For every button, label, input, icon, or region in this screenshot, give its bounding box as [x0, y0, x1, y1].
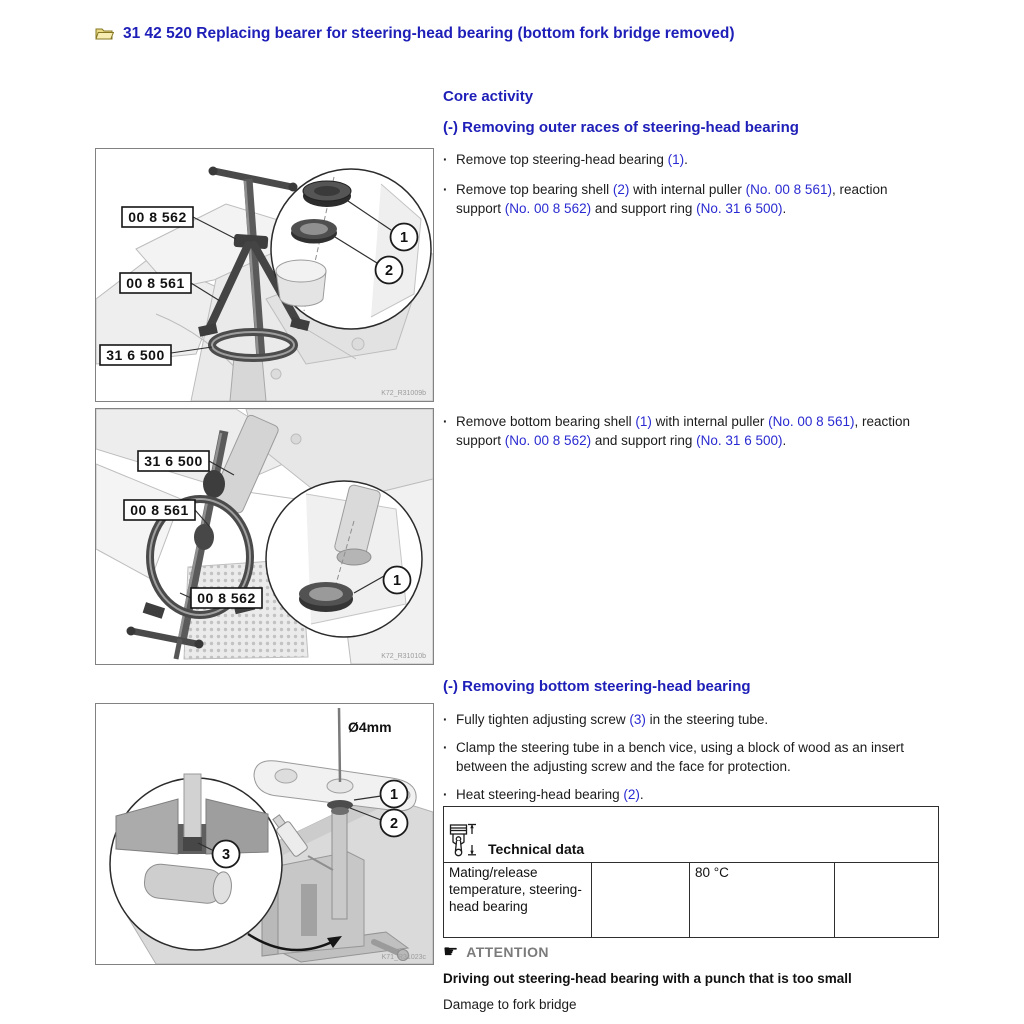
instruction-text: [456, 785, 935, 804]
figure-watermark: K72_R31010b: [381, 653, 426, 660]
instructions-outer-races: [443, 150, 935, 229]
instruction-text: [456, 412, 935, 450]
reference-link[interactable]: (No. 00 8 562): [504, 433, 592, 448]
reference-link[interactable]: (No. 31 6 500): [696, 433, 783, 448]
instruction-text: [456, 738, 935, 776]
text-segment: Heat steering-head bearing: [456, 787, 624, 802]
svg-text:31 6 500: 31 6 500: [144, 453, 203, 469]
callout-3: [213, 841, 240, 868]
reference-link[interactable]: (2): [623, 787, 640, 802]
technical-data-header: [444, 807, 939, 863]
text-segment: .: [782, 433, 787, 448]
piston-measurement-icon: [449, 823, 479, 859]
reference-link[interactable]: (No. 00 8 561): [768, 414, 855, 429]
pointing-hand-icon: ☛: [443, 942, 459, 961]
technical-data-title: Technical data: [488, 841, 585, 857]
attention-effect: Damage to fork bridge: [443, 997, 577, 1012]
document-header: [95, 24, 735, 44]
instruction-text: [456, 710, 935, 729]
svg-text:3: 3: [221, 847, 231, 863]
bullet-marker: ·: [443, 740, 448, 755]
figure-bottom-shell-removal: [95, 408, 434, 665]
text-segment: .: [639, 787, 644, 802]
instruction-bullet: [443, 738, 935, 776]
attention-label: ATTENTION: [466, 943, 549, 960]
table-cell-value: 80 °C: [690, 863, 835, 938]
reference-link[interactable]: (No. 00 8 562): [504, 201, 592, 216]
bullet-marker: ·: [443, 787, 448, 802]
text-segment: in the steering tube.: [645, 712, 769, 727]
figure-top-bearing-removal: [95, 148, 434, 402]
svg-text:00 8 562: 00 8 562: [197, 590, 256, 606]
punch-rod: [339, 708, 340, 782]
callout-1: [391, 224, 418, 251]
svg-text:31 6 500: 31 6 500: [106, 347, 165, 363]
svg-text:00 8 561: 00 8 561: [130, 502, 189, 518]
text-segment: and support ring: [591, 201, 697, 216]
attention-header: [443, 943, 937, 960]
text-segment: .: [782, 201, 787, 216]
bullet-marker: ·: [443, 152, 448, 167]
figure-3-illustration: [96, 704, 433, 964]
svg-text:00 8 561: 00 8 561: [126, 275, 185, 291]
bullet-marker: ·: [443, 414, 448, 429]
instructions-bottom-bearing: [443, 710, 935, 815]
figure-2-illustration: [96, 409, 433, 664]
instruction-bullet: [443, 412, 935, 450]
reference-link[interactable]: (No. 31 6 500): [696, 201, 783, 216]
page-title: 31 42 520 Replacing bearer for steering-head bearing (bottom fork bridge removed): [123, 25, 735, 42]
instruction-bullet: [443, 710, 935, 729]
table-cell-empty: [592, 863, 690, 938]
core-activity-heading: Core activity: [443, 88, 534, 105]
table-cell-parameter: Mating/release temperature, steering-head bearing: [444, 863, 592, 938]
text-segment: Remove top bearing shell: [456, 182, 613, 197]
diameter-label: Ø4mm: [348, 719, 392, 735]
text-segment: , reaction support: [456, 414, 910, 448]
section-heading-bottom-bearing: (-) Removing bottom steering-head bearing: [443, 678, 751, 695]
instruction-bullet: [443, 150, 935, 169]
table-row: [444, 863, 939, 938]
instruction-bullet: [443, 785, 935, 804]
text-segment: Clamp the steering tube in a bench vice, using a block of wood as an insert between the adjusting screw and the face for protection.: [456, 740, 905, 774]
callout-2: [381, 810, 408, 837]
attention-notice: [443, 943, 937, 1014]
svg-text:1: 1: [392, 573, 402, 589]
section-heading-outer-races: (-) Removing outer races of steering-head bearing: [443, 119, 799, 136]
figure-1-illustration: [96, 149, 433, 401]
figure-watermark: K71_R31023c: [381, 954, 426, 961]
svg-text:1: 1: [399, 230, 409, 246]
text-segment: Remove bottom bearing shell: [456, 414, 636, 429]
attention-cause: Driving out steering-head bearing with a punch that is too small: [443, 971, 852, 986]
reference-link[interactable]: (3): [629, 712, 646, 727]
steering-tube: [332, 804, 347, 919]
instructions-bottom-shell: [443, 412, 935, 461]
reference-link[interactable]: (1): [667, 152, 685, 167]
text-segment: and support ring: [591, 433, 697, 448]
figure-bench-vice-heating: [95, 703, 434, 965]
text-segment: Fully tighten adjusting screw: [456, 712, 630, 727]
instruction-bullet: [443, 180, 935, 218]
svg-text:2: 2: [384, 263, 394, 279]
text-segment: Remove top steering-head bearing: [456, 152, 668, 167]
figure-watermark: K72_R31009b: [381, 390, 426, 397]
text-segment: , reaction support: [456, 182, 888, 216]
reference-link[interactable]: (2): [612, 182, 630, 197]
instruction-text: [456, 150, 935, 169]
text-segment: with internal puller: [629, 182, 746, 197]
callout-2: [376, 257, 403, 284]
table-cell-empty: [835, 863, 939, 938]
svg-text:1: 1: [389, 787, 399, 803]
bullet-marker: ·: [443, 712, 448, 727]
instruction-text: [456, 180, 935, 218]
svg-text:00 8 562: 00 8 562: [128, 209, 187, 225]
text-segment: .: [684, 152, 688, 167]
reference-link[interactable]: (No. 00 8 561): [745, 182, 832, 197]
technical-data-table: [443, 806, 939, 938]
svg-text:2: 2: [389, 816, 399, 832]
reference-link[interactable]: (1): [635, 414, 652, 429]
tool-label-reaction-support: [180, 588, 262, 608]
callout-1: [384, 567, 411, 594]
callout-1: [381, 781, 408, 808]
bullet-marker: ·: [443, 182, 448, 197]
open-folder-icon: [95, 26, 114, 41]
text-segment: with internal puller: [651, 414, 769, 429]
